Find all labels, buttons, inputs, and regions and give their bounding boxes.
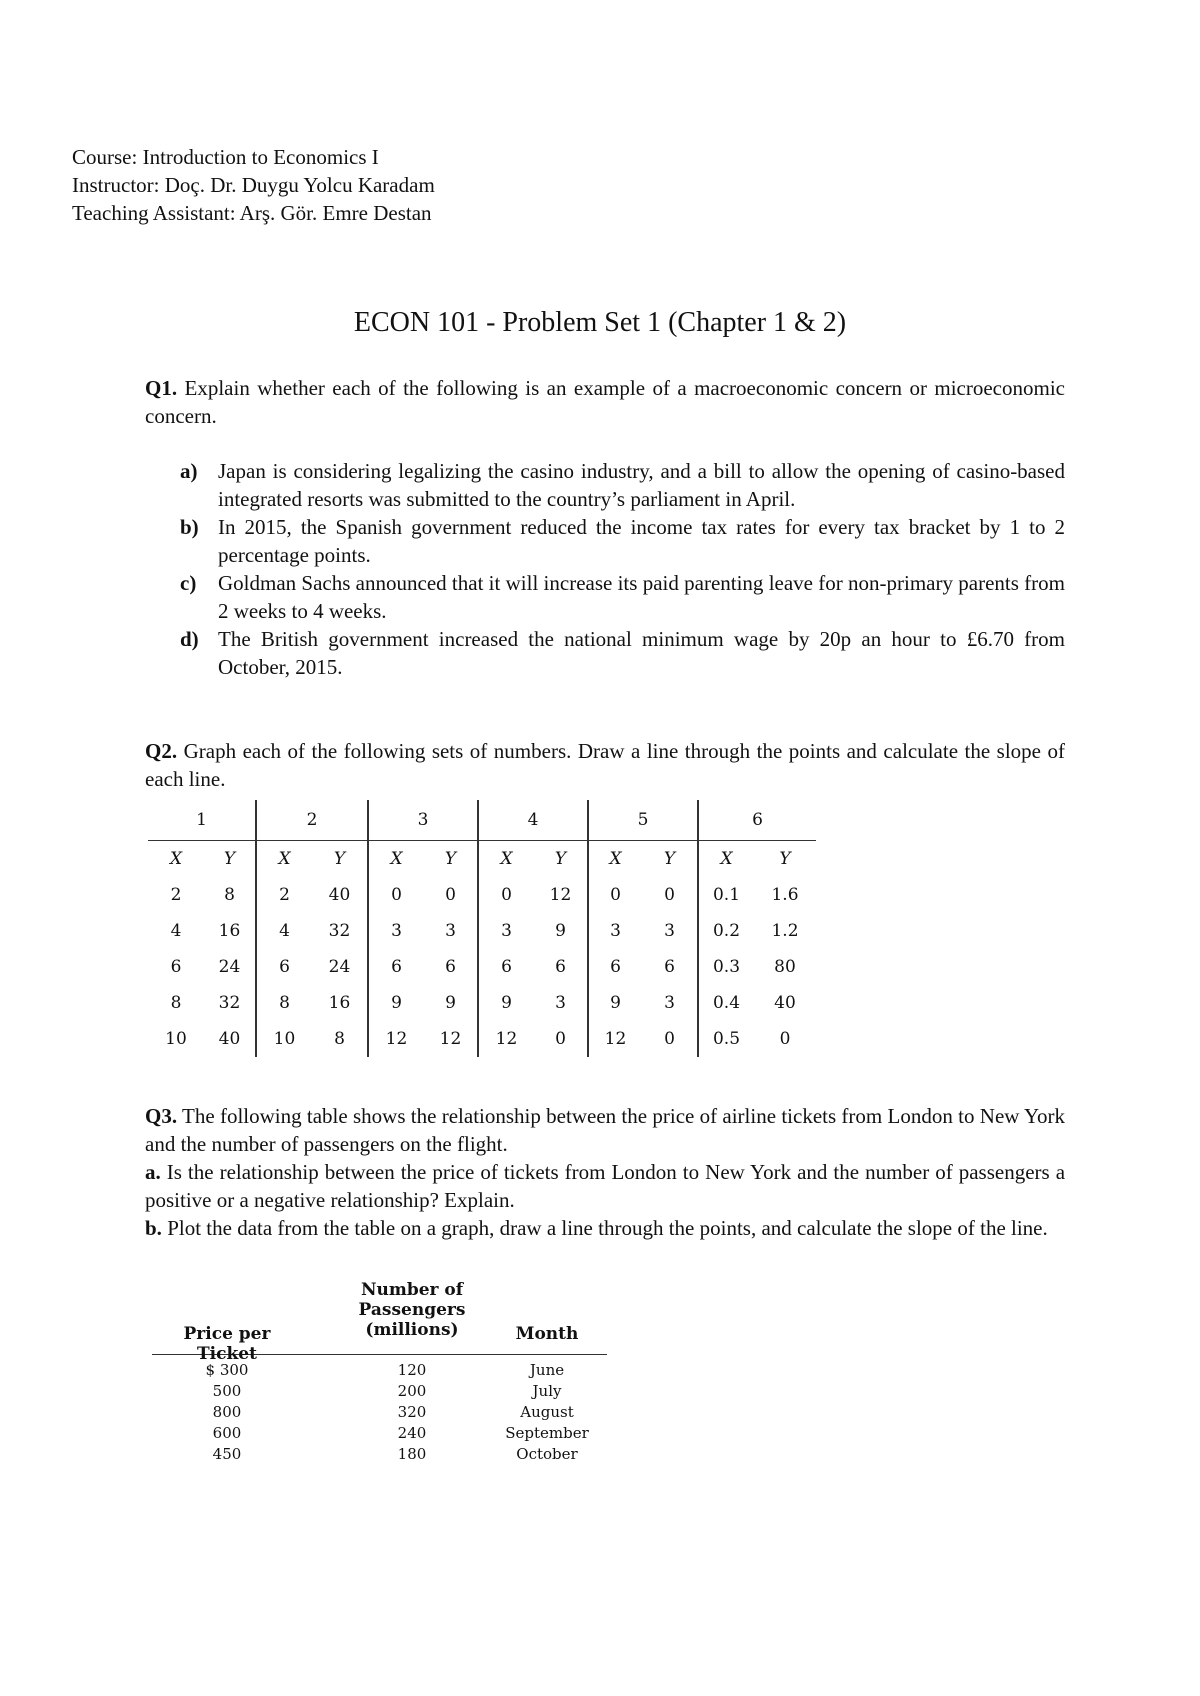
table-cell: October [516,1445,578,1463]
x-col-label: X [148,841,204,878]
table-cell: 3 [478,913,534,949]
table-cell: August [520,1403,574,1421]
table-cell: 12 [439,1029,462,1049]
table-cell: 8 [256,985,312,1021]
q3-label: Q3. [145,1104,178,1128]
table-cell: 40 [774,993,796,1013]
table-cell: 12 [478,1021,534,1057]
table-cell: 0 [555,1029,566,1049]
table-cell: September [505,1424,589,1442]
q1-item-d [180,625,1065,681]
table-row [148,913,816,949]
table-cell: 6 [664,957,675,977]
table-row [148,985,816,1021]
set-header: 5 [588,800,698,841]
item-text: Japan is considering legalizing the casino industry, and a bill to allow the opening of casino-based integrated resorts was submitted to the country’s parliament in April. [218,459,1065,511]
table-cell: 240 [397,1424,427,1442]
q3-a-label: a. [145,1160,161,1184]
item-label: d) [180,627,199,651]
item-label: b) [180,515,199,539]
table-cell: 0.1 [698,877,754,913]
course-line: Course: Introduction to Economics I [72,145,379,169]
table-cell: 6 [256,949,312,985]
passengers-header: Number of Passengers (millions) [358,1280,466,1340]
q3-a-text: Is the relationship between the price of tickets from London to New York and the number of passengers a positive or a negative relationship? Explain. [145,1160,1066,1212]
set-header: 6 [698,800,816,841]
table-cell: 12 [549,885,572,905]
table-cell: 0.3 [698,949,754,985]
table-cell: 9 [368,985,424,1021]
table-cell: 24 [218,957,241,977]
table-cell: 9 [555,921,566,941]
table-cell: 9 [445,993,456,1013]
table-cell: 16 [218,921,241,941]
set-header: 2 [256,800,368,841]
table-cell: 6 [368,949,424,985]
table-cell: 0 [445,885,456,905]
page-title: ECON 101 - Problem Set 1 (Chapter 1 & 2) [353,307,847,338]
table-cell: 800 [212,1403,242,1421]
q3-ticket-table [152,1280,607,1466]
q2-text: Graph each of the following sets of numbers. Draw a line through the points and calculate the slope of each line. [145,739,1065,791]
y-col-label: Y [534,841,588,878]
item-label: c) [180,571,197,595]
table-cell: 120 [397,1361,427,1379]
table-cell: 320 [397,1403,427,1421]
set-header: 1 [196,810,207,830]
table-cell: 80 [774,957,796,977]
table-cell: 0 [478,877,534,913]
table-cell: 4 [170,921,182,941]
table-cell: 6 [588,949,642,985]
table-row [152,1403,607,1424]
table-cell: 1.2 [771,921,799,941]
table-cell: 4 [256,913,312,949]
q2-label: Q2. [145,739,178,763]
x-col-label: X [256,841,312,878]
item-text: The British government increased the national minimum wage by 20p an hour to £6.70 from October, 2015. [218,627,1065,679]
assistant-line: Teaching Assistant: Arş. Gör. Emre Destan [72,201,432,225]
table-row [148,1021,816,1057]
table-cell: 3 [555,993,566,1013]
table-cell: 40 [328,885,351,905]
table-cell: 10 [256,1021,312,1057]
y-col-label: Y [424,841,478,878]
y-col-label: Y [312,841,368,878]
table-cell: 6 [170,957,182,977]
table-cell: 500 [212,1382,242,1400]
table-cell: 6 [478,949,534,985]
course-header [72,143,435,227]
table-cell: 12 [588,1021,642,1057]
table-cell: 8 [224,885,235,905]
table-row [148,949,816,985]
q3-b-text: Plot the data from the table on a graph, draw a line through the points, and calculate the slope of the line. [167,1216,1048,1240]
q1-item-a [180,457,1065,513]
table-cell: 0 [664,885,675,905]
table-cell: 3 [368,913,424,949]
item-text: Goldman Sachs announced that it will increase its paid parenting leave for non-primary parents from 2 weeks to 4 weeks. [218,571,1065,623]
x-col-label: X [698,841,754,878]
table-row [152,1445,607,1466]
table-cell: 32 [328,921,351,941]
table-cell: 0.2 [698,913,754,949]
table-cell: 2 [170,885,182,905]
table-cell: 24 [328,957,351,977]
q1-text: Explain whether each of the following is an example of a macroeconomic concern or microeconomic concern. [145,376,1065,428]
table-cell: 6 [555,957,566,977]
table-row [152,1382,607,1403]
table-cell: 6 [445,957,456,977]
table-cell: 1.6 [771,885,799,905]
item-text: In 2015, the Spanish government reduced the income tax rates for every tax bracket by 1 to 2 percentage points. [218,515,1065,567]
y-col-label: Y [204,841,256,878]
table-row [148,877,816,913]
set-header: 4 [478,800,588,841]
table-cell: 0.4 [698,985,754,1021]
table-cell: 0 [588,877,642,913]
month-header: Month [515,1324,579,1344]
y-col-label: Y [754,841,816,878]
table-cell: 3 [445,921,456,941]
table-cell: 200 [397,1382,427,1400]
x-col-label: X [588,841,642,878]
q2-data-table [148,800,816,1057]
table-cell: 16 [328,993,351,1013]
table-row [152,1424,607,1445]
x-col-label: X [478,841,534,878]
table-cell: June [529,1361,565,1379]
table-cell: 9 [588,985,642,1021]
y-col-label: Y [642,841,698,878]
table-cell: 8 [170,993,182,1013]
table-cell: 10 [165,1029,187,1049]
ticket-table-header [152,1280,607,1364]
table-cell: 12 [368,1021,424,1057]
q1-list [180,457,1065,681]
table-cell: 450 [212,1445,242,1463]
table-cell: 3 [664,993,675,1013]
table-cell: 32 [218,993,241,1013]
table-row [152,1361,607,1382]
table-cell: 3 [588,913,642,949]
table-cell: $ 300 [205,1361,249,1379]
table-cell: 0 [664,1029,675,1049]
table-cell: 3 [664,921,675,941]
price-header: Price per Ticket [183,1324,271,1364]
q1-item-b [180,513,1065,569]
q3-prompt [145,1102,1065,1242]
table-cell: 0 [368,877,424,913]
table-cell: 2 [256,877,312,913]
item-label: a) [180,459,198,483]
q2-prompt [145,737,1065,793]
q1-item-c [180,569,1065,625]
table-cell: 0.5 [698,1021,754,1057]
q1-label: Q1. [145,376,178,400]
q3-b-label: b. [145,1216,162,1240]
instructor-line: Instructor: Doç. Dr. Duygu Yolcu Karadam [72,173,435,197]
table-cell: 9 [478,985,534,1021]
table-cell: 180 [397,1445,427,1463]
table-cell: 0 [779,1029,791,1049]
table-cell: 8 [334,1029,345,1049]
q1-prompt [145,374,1065,430]
table-cell: July [532,1382,562,1400]
table-cell: 40 [218,1029,241,1049]
set-header: 3 [368,800,478,841]
x-col-label: X [368,841,424,878]
q3-text: The following table shows the relationship between the price of airline tickets from London to New York and the number of passengers on the flight. [145,1104,1065,1156]
table-cell: 600 [212,1424,242,1442]
